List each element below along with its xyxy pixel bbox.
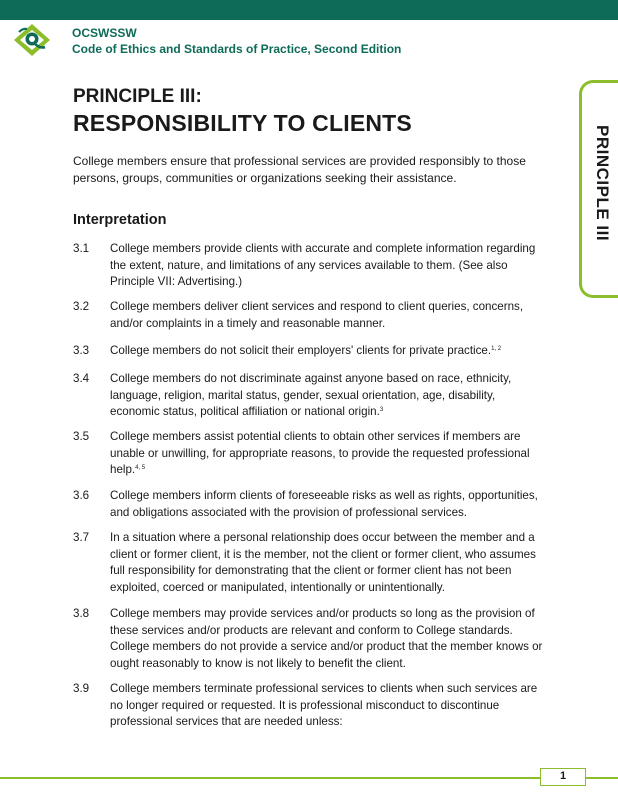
item-text: College members assist potential clients to obtain other services if members are unable or unwilling, for appropriate reasons, to provide the requested professional help.$^{4, 5}$ <box>110 430 530 477</box>
principle-number: PRINCIPLE III: <box>73 86 202 107</box>
list-item <box>73 429 548 488</box>
list-item <box>73 530 548 606</box>
item-number: 3.2 <box>73 300 90 313</box>
item-number: 3.1 <box>73 242 90 255</box>
item-text: College members may provide services and/or products so long as the provision of these services and/or products are relevant and conform to College standards. College members do not provide a service and/or product that the member knows or ought reasonably to know is not likely to benefit the client. <box>110 607 543 670</box>
document-title: Code of Ethics and Standards of Practice, Second Edition <box>72 42 402 56</box>
principle-intro: College members ensure that professional services are provided responsibly to those persons, groups, communities or organizations seeking their assistance. <box>73 154 526 185</box>
item-text: In a situation where a personal relationship does occur between the member and a client or former client, it is the member, not the client or former client, who assumes full responsibility for demonstrating that the client or former client has not been exploited, coerced or manipulated, intentionally or unintentionally. <box>110 531 536 594</box>
page-number: 1 <box>540 768 586 786</box>
list-item <box>73 681 548 731</box>
item-number: 3.9 <box>73 682 90 695</box>
principle-title: RESPONSIBILITY TO CLIENTS <box>73 110 412 136</box>
list-item <box>73 488 548 530</box>
item-number: 3.6 <box>73 489 90 502</box>
list-item <box>73 241 548 299</box>
interpretation-heading: Interpretation <box>73 212 167 228</box>
list-item <box>73 299 548 343</box>
item-number: 3.5 <box>73 430 90 443</box>
interpretation-list <box>73 241 548 731</box>
item-number: 3.4 <box>73 372 90 385</box>
top-bar <box>0 0 618 20</box>
footer-rule <box>0 777 618 779</box>
item-number: 3.7 <box>73 531 90 544</box>
side-tab-label: PRINCIPLE III <box>593 125 612 242</box>
item-text: College members provide clients with accurate and complete information regarding the extent, nature, and limitations of any services available to them. (See also Principle VII: Advertising.) <box>110 242 536 289</box>
item-text: College members inform clients of foreseeable risks as well as rights, opportunities, and obligations associated with the provision of professional services. <box>110 489 538 519</box>
item-number: 3.3 <box>73 344 90 357</box>
item-text: College members do not discriminate against anyone based on race, ethnicity, language, religion, marital status, gender, sexual orientation, age, disability, economic status, political affiliation or national origin.$^3$ <box>110 372 512 419</box>
list-item <box>73 343 548 371</box>
list-item <box>73 606 548 681</box>
item-text: College members deliver client services and respond to client queries, concerns, and/or complaints in a timely and reasonable manner. <box>110 300 524 330</box>
org-name: OCSWSSW <box>72 26 137 40</box>
ocswssw-logo-icon <box>10 22 54 58</box>
item-text: College members do not solicit their employers' clients for private practice.$^{1, 2}$ <box>110 344 502 357</box>
list-item <box>73 371 548 429</box>
item-text: College members terminate professional services to clients when such services are no longer required or requested. It is professional misconduct to discontinue professional services that are needed unless: <box>110 682 538 729</box>
item-number: 3.8 <box>73 607 90 620</box>
